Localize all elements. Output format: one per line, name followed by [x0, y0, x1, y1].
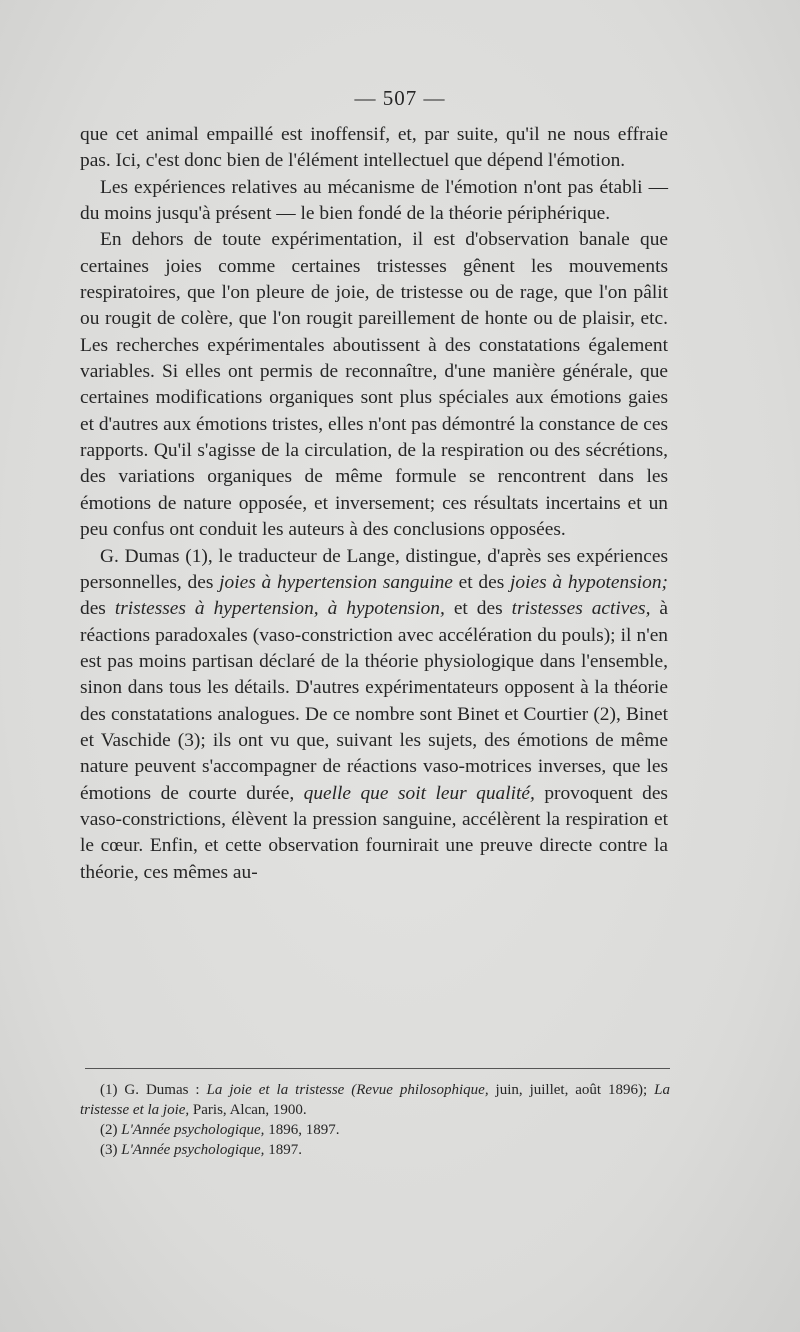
p4-italic-4: tristesses actives,	[511, 598, 651, 620]
footnote-2	[80, 1120, 670, 1140]
fn1-italic-1: La joie et la tristesse (Revue philosophique,	[206, 1082, 489, 1098]
fn2-text-a: (2)	[100, 1122, 122, 1138]
fn3-text-b: 1897.	[264, 1142, 302, 1158]
paragraph-1: que cet animal empaillé est inoffensif, et, par suite, qu'il ne nous effraie pas. Ici, c'est donc bien de l'élément intellectuel que dépend l'émotion.	[80, 124, 668, 172]
body-text	[80, 122, 668, 886]
footnote-divider	[85, 1068, 670, 1069]
p4-text-f: provoquent des vaso-constrictions, élèvent la pression sanguine, accélèrent la respiration et le cœur. Enfin, et cette observation fournirait une preuve directe contre la théorie, ces mêmes au-	[80, 782, 668, 883]
p4-text-b: et des	[452, 571, 510, 593]
footnote-3	[80, 1140, 670, 1160]
p4-text-c: des	[80, 598, 115, 620]
fn2-italic: L'Année psychologique,	[121, 1122, 265, 1138]
footnote-1	[80, 1080, 670, 1120]
p4-text-e: à réactions paradoxales (vaso-constriction avec accélération du pouls); il n'en est pas moins partisan déclaré de la théorie physiologique dans l'ensemble, sinon dans tous les détails. D'autres expérimentateurs opposent à la théorie des constatations analogues. De ce nombre sont Binet et Courtier (2), Binet et Vaschide (3); ils ont vu que, suivant les sujets, des émotions de même nature peuvent s'accompagner de réactions vaso-motrices inverses, que les émotions de courte durée,	[80, 598, 669, 804]
p4-text-d: et des	[444, 598, 512, 620]
p4-italic-3: tristesses à hypertension, à hypotension,	[114, 598, 445, 620]
fn3-italic: L'Année psychologique,	[121, 1142, 265, 1158]
paragraph-4	[80, 544, 668, 886]
fn1-text-a: (1) G. Dumas :	[100, 1082, 207, 1098]
fn3-text-a: (3)	[100, 1142, 122, 1158]
page-number: — 507 —	[354, 86, 446, 110]
paragraph-3: En dehors de toute expérimentation, il est d'observation banale que certaines joies comme certaines tristesses gênent les mouvements respiratoires, que l'on pleure de joie, de tristesse ou de rage, que l'on pâlit ou rougit de colère, que l'on rougit pareillement de honte ou de plaisir, etc. Les recherches expérimentales aboutissent à des constatations également variables. Si elles ont permis de reconnaître, d'une manière générale, que certaines modifications organiques sont plus spéciales aux émotions gaies et d'autres aux émotions tristes, elles n'ont pas démontré la constance de ces rapports. Qu'il s'agisse de la circulation, de la respiration ou des sécrétions, des variations organiques de même formule se rencontrent dans les émotions de nature opposée, et inversement; ces résultats incertains et un peu confus ont conduit les auteurs à des conclusions opposées.	[80, 229, 668, 541]
p4-italic-5: quelle que soit leur qualité,	[303, 782, 535, 804]
p4-italic-2: joies à hypotension;	[510, 571, 668, 593]
fn1-text-b: juin, juillet, août 1896);	[488, 1082, 655, 1098]
p4-text-a: G. Dumas (1), le traducteur de Lange, distingue, d'après ses expériences personnelles, des	[80, 545, 668, 593]
footnotes	[80, 1080, 670, 1160]
paragraph-2: Les expériences relatives au mécanisme de l'émotion n'ont pas établi — du moins jusqu'à présent — le bien fondé de la théorie périphérique.	[80, 176, 668, 225]
p4-italic-1: joies à hypertension sanguine	[219, 571, 453, 593]
fn1-text-c: Paris, Alcan, 1900.	[189, 1102, 307, 1118]
fn2-text-b: 1896, 1897.	[264, 1122, 340, 1138]
fn1-italic-2: La tristesse et la joie,	[80, 1082, 670, 1118]
